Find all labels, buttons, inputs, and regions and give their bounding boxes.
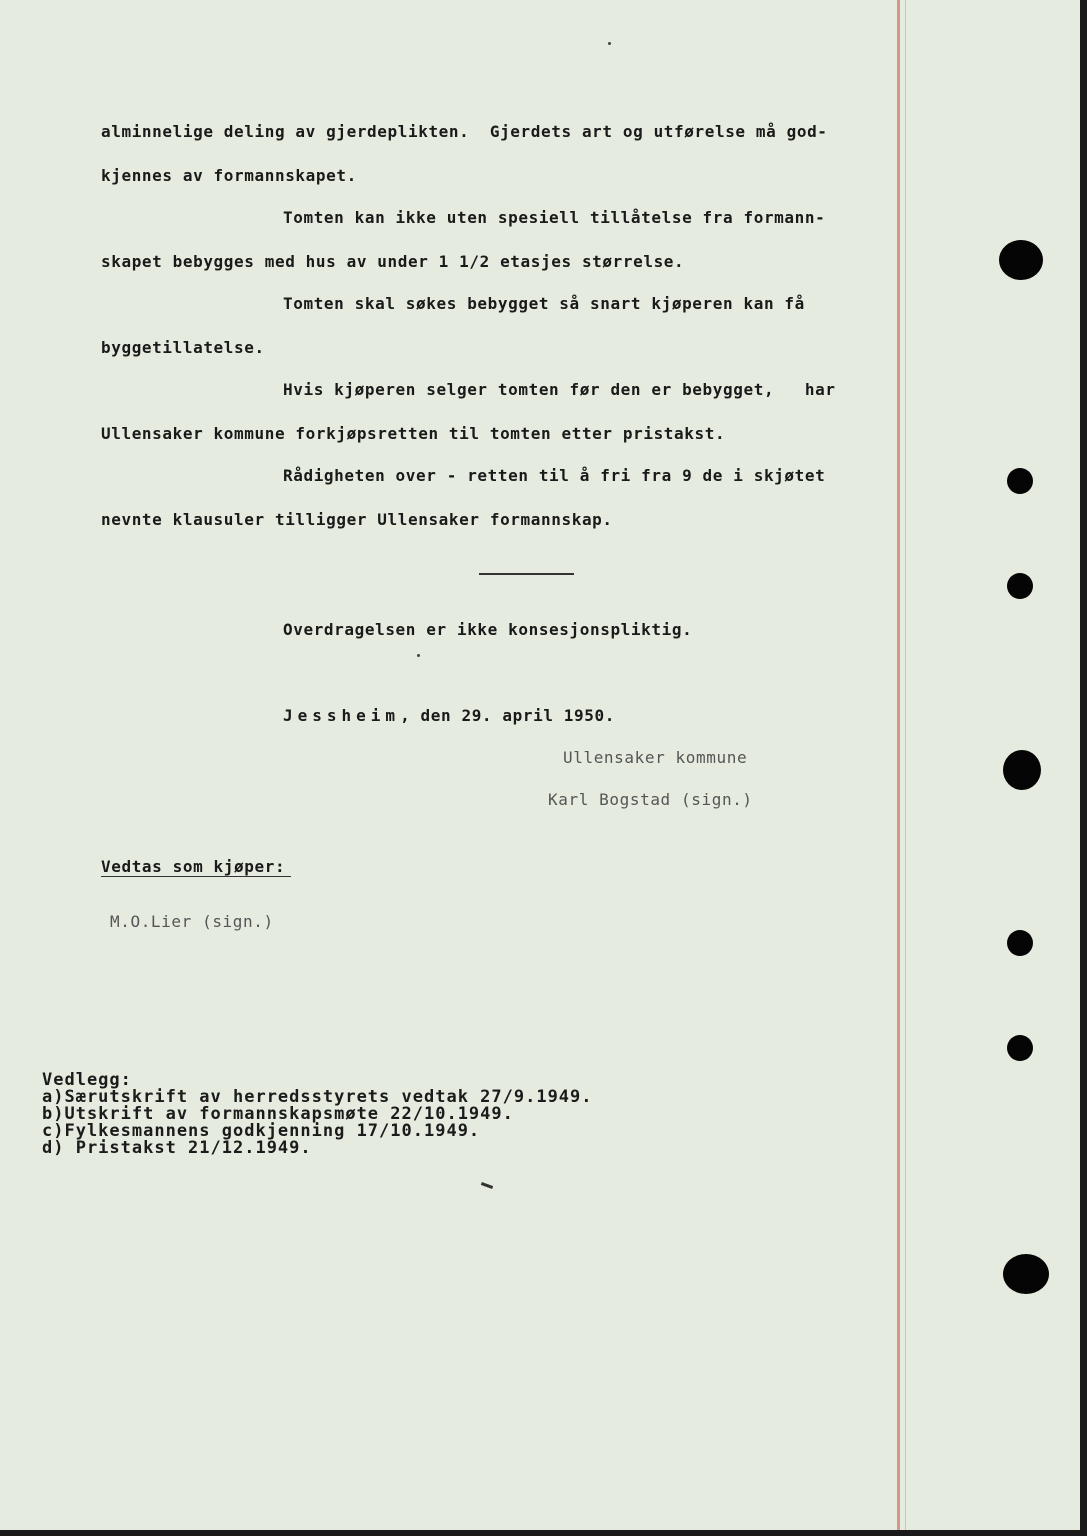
- concession-statement: Overdragelsen er ikke konsesjonspliktig.: [283, 620, 693, 639]
- body-line: Hvis kjøperen selger tomten før den er bebygget, har: [283, 380, 836, 399]
- attachments-heading: Vedlegg:: [42, 1070, 132, 1090]
- body-line: byggetillatelse.: [101, 338, 265, 357]
- place-date: [283, 706, 615, 725]
- buyer-heading-underline: [101, 876, 291, 877]
- body-line: Tomten kan ikke uten spesiell tillåtelse fra formann-: [283, 208, 826, 227]
- speck: [417, 654, 420, 657]
- punch-hole: [1007, 468, 1033, 494]
- buyer-heading: Vedtas som kjøper:: [101, 857, 286, 876]
- punch-hole: [1003, 1254, 1049, 1294]
- body-line: kjennes av formannskapet.: [101, 166, 357, 185]
- attachment-item: b)Utskrift av formannskapsmøte 22/10.1949.: [42, 1104, 514, 1124]
- body-line: nevnte klausuler tilligger Ullensaker formannskap.: [101, 510, 613, 529]
- margin-rule-secondary: [905, 0, 906, 1530]
- body-line: alminnelige deling av gjerdeplikten. Gjerdets art og utførelse må god-: [101, 122, 828, 141]
- body-line: Tomten skal søkes bebygget så snart kjøperen kan få: [283, 294, 805, 313]
- margin-rule: [897, 0, 900, 1530]
- attachment-item: a)Særutskrift av herredsstyrets vedtak 27/9.1949.: [42, 1087, 593, 1107]
- section-divider: [479, 573, 574, 575]
- body-line: skapet bebygges med hus av under 1 1/2 etasjes størrelse.: [101, 252, 685, 271]
- punch-hole: [1007, 1035, 1033, 1061]
- punch-hole: [999, 240, 1043, 280]
- punch-hole: [1003, 750, 1041, 790]
- punch-hole: [1007, 930, 1033, 956]
- place-name: Jessheim: [283, 706, 401, 725]
- seller-signatory: Karl Bogstad (sign.): [548, 790, 753, 809]
- attachment-item: d) Pristakst 21/12.1949.: [42, 1138, 312, 1158]
- seller-name: Ullensaker kommune: [563, 748, 748, 767]
- punch-hole: [1007, 573, 1033, 599]
- speck: [608, 42, 611, 45]
- body-line: Rådigheten over - retten til å fri fra 9 de i skjøtet: [283, 466, 826, 485]
- attachment-item: c)Fylkesmannens godkjenning 17/10.1949.: [42, 1121, 481, 1141]
- pen-mark: [481, 1182, 493, 1189]
- date-text: , den 29. april 1950.: [400, 706, 615, 725]
- body-line: Ullensaker kommune forkjøpsretten til tomten etter pristakst.: [101, 424, 726, 443]
- buyer-signature: M.O.Lier (sign.): [110, 912, 274, 931]
